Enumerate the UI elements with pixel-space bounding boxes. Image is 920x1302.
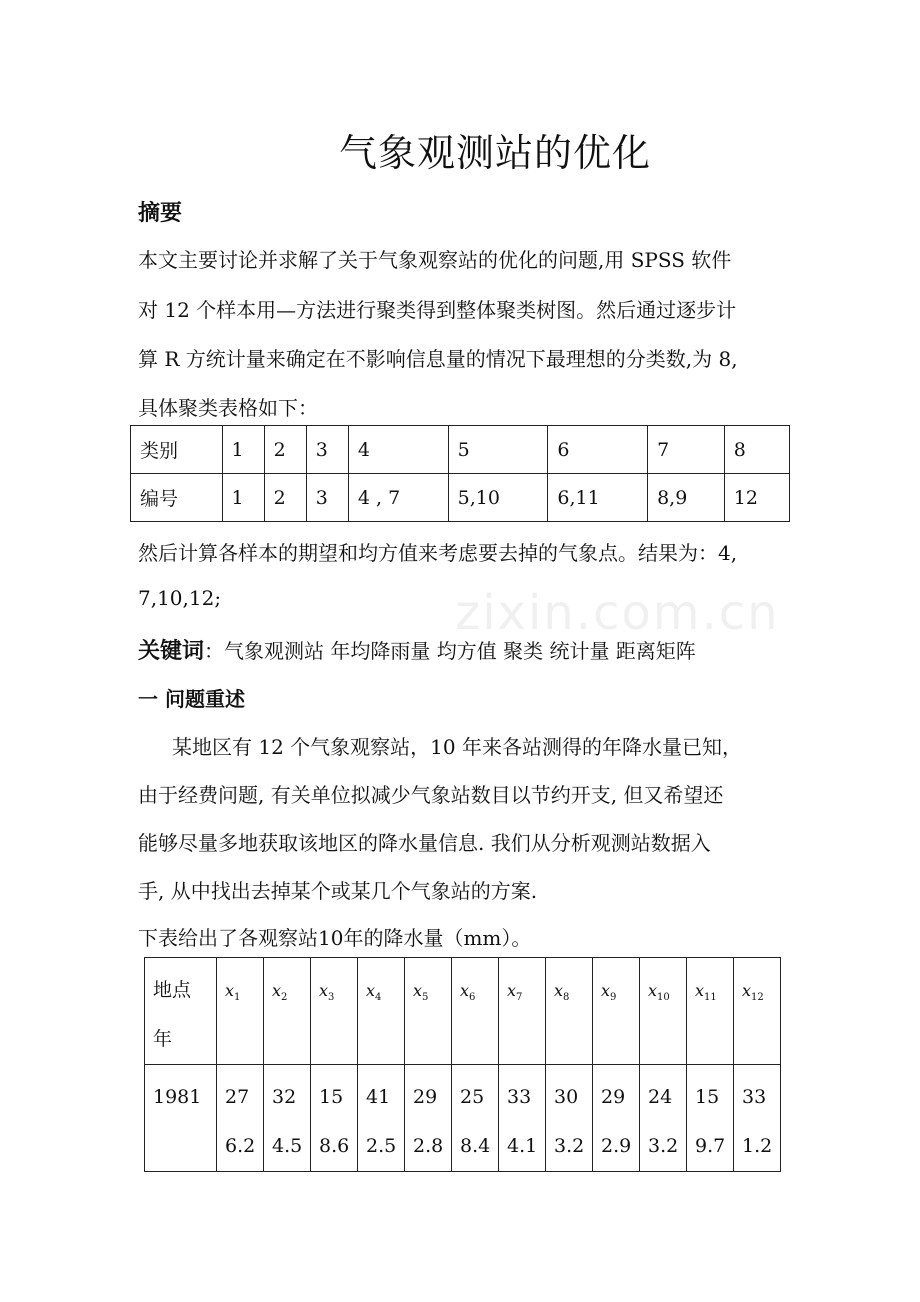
table-cell: 2 [264,426,306,474]
table-cell: 7 [648,426,725,474]
station-index: 11 [704,992,717,1004]
table-cell: 8 [724,426,789,474]
station-index: 6 [469,992,476,1004]
value-part: 3.2 [554,1135,585,1157]
table-header-row [145,958,781,1065]
value-cell [358,1065,405,1172]
value-part: 9.7 [695,1135,726,1157]
value-part: 4.1 [507,1135,538,1157]
station-header [311,958,358,1065]
value-part: 1.2 [742,1135,773,1157]
station-symbol: x [742,981,752,1000]
body-line: 某地区有 12 个气象观察站，10 年来各站测得的年降水量已知， [172,735,742,759]
table-cell: 5,10 [448,474,548,522]
value-part: 8.6 [319,1135,350,1157]
station-symbol: x [366,981,376,1000]
value-part: 15 [695,1086,720,1108]
body-line: 由于经费问题, 有关单位拟减少气象站数目以节约开支, 但又希望还 [138,783,724,807]
station-header [358,958,405,1065]
value-part: 24 [648,1086,673,1108]
value-part: 30 [554,1086,579,1108]
value-cell [734,1065,781,1172]
value-cell [499,1065,546,1172]
value-part: 2.8 [413,1135,444,1157]
table-cell: 编号 [131,474,223,522]
value-cell [546,1065,593,1172]
station-header [264,958,311,1065]
keywords-text: 气象观测站 年均降雨量 均方值 聚类 统计量 距离矩阵 [224,639,696,663]
section-heading: 一 问题重述 [138,687,245,711]
table-cell: 3 [306,474,348,522]
station-header [640,958,687,1065]
value-part: 25 [460,1086,485,1108]
station-header [734,958,781,1065]
station-header [405,958,452,1065]
table-cell: 12 [724,474,789,522]
watermark: zixin.com.cn [455,585,780,641]
station-header [217,958,264,1065]
station-header [687,958,734,1065]
station-index: 2 [281,992,288,1004]
table-cell: 类别 [131,426,223,474]
value-part: 2.9 [601,1135,632,1157]
value-part: 27 [225,1086,250,1108]
value-part: 29 [413,1086,438,1108]
value-part: 15 [319,1086,344,1108]
table-row [145,1065,781,1172]
value-cell [640,1065,687,1172]
station-header [499,958,546,1065]
rainfall-table [144,957,781,1172]
body-line: 能够尽量多地获取该地区的降水量信息. 我们从分析观测站数据入 [138,831,711,855]
value-cell [593,1065,640,1172]
value-part: 6.2 [225,1135,256,1157]
year-cell: 1981 [145,1065,217,1172]
station-symbol: x [225,981,235,1000]
value-part: 41 [366,1086,391,1108]
keywords-colon: ： [204,639,225,663]
cluster-table [130,425,790,522]
value-cell [452,1065,499,1172]
station-index: 1 [234,992,241,1004]
station-symbol: x [272,981,282,1000]
station-header [452,958,499,1065]
table-cell: 5 [448,426,548,474]
station-header [593,958,640,1065]
table-row [131,426,790,474]
table-cell: 6,11 [548,474,648,522]
station-symbol: x [460,981,470,1000]
station-index: 7 [516,992,523,1004]
station-index: 10 [657,992,670,1004]
keywords-label: 关键词 [138,639,205,664]
value-cell [687,1065,734,1172]
station-symbol: x [601,981,611,1000]
abstract-line: 算 R 方统计量来确定在不影响信息量的情况下最理想的分类数,为 8, [138,347,738,371]
corner-cell [145,958,217,1065]
body-line: 手, 从中找出去掉某个或某几个气象站的方案. [138,879,538,903]
station-index: 5 [422,992,429,1004]
value-part: 33 [742,1086,767,1108]
body-line: 然后计算各样本的期望和均方值来考虑要去掉的气象点。结果为：4, [138,541,738,565]
table-cell: 1 [222,426,264,474]
corner-label-year: 年 [153,1028,173,1050]
table-cell: 2 [264,474,306,522]
table-cell: 6 [548,426,648,474]
abstract-line: 本文主要讨论并求解了关于气象观察站的优化的问题,用 SPSS 软件 [138,248,732,272]
value-cell [217,1065,264,1172]
station-index: 3 [328,992,335,1004]
value-part: 4.5 [272,1135,303,1157]
station-symbol: x [648,981,658,1000]
station-index: 12 [751,992,764,1004]
value-cell [264,1065,311,1172]
abstract-heading: 摘要 [138,201,183,226]
corner-label-location: 地点 [153,979,192,1001]
value-part: 32 [272,1086,297,1108]
table-row [131,474,790,522]
table-cell: 4 [348,426,448,474]
keywords-line [138,634,696,665]
value-part: 2.5 [366,1135,397,1157]
value-part: 29 [601,1086,626,1108]
table-cell: 1 [222,474,264,522]
station-symbol: x [319,981,329,1000]
station-symbol: x [507,981,517,1000]
value-part: 33 [507,1086,532,1108]
station-index: 9 [610,992,617,1004]
station-symbol: x [413,981,423,1000]
page-title: 气象观测站的优化 [338,131,651,175]
table-caption: 下表给出了各观察站10年的降水量（mm）。 [138,926,532,950]
value-part: 8.4 [460,1135,491,1157]
abstract-line: 具体聚类表格如下： [138,396,318,420]
table-cell: 8,9 [648,474,725,522]
station-symbol: x [554,981,564,1000]
station-index: 4 [375,992,382,1004]
station-index: 8 [563,992,570,1004]
value-part: 3.2 [648,1135,679,1157]
table-cell: 4 , 7 [348,474,448,522]
table-cell: 3 [306,426,348,474]
value-cell [405,1065,452,1172]
station-header [546,958,593,1065]
station-symbol: x [695,981,705,1000]
abstract-line: 对 12 个样本用—方法进行聚类得到整体聚类树图。然后通过逐步计 [138,298,737,322]
body-line: 7,10,12; [138,586,222,610]
value-cell [311,1065,358,1172]
